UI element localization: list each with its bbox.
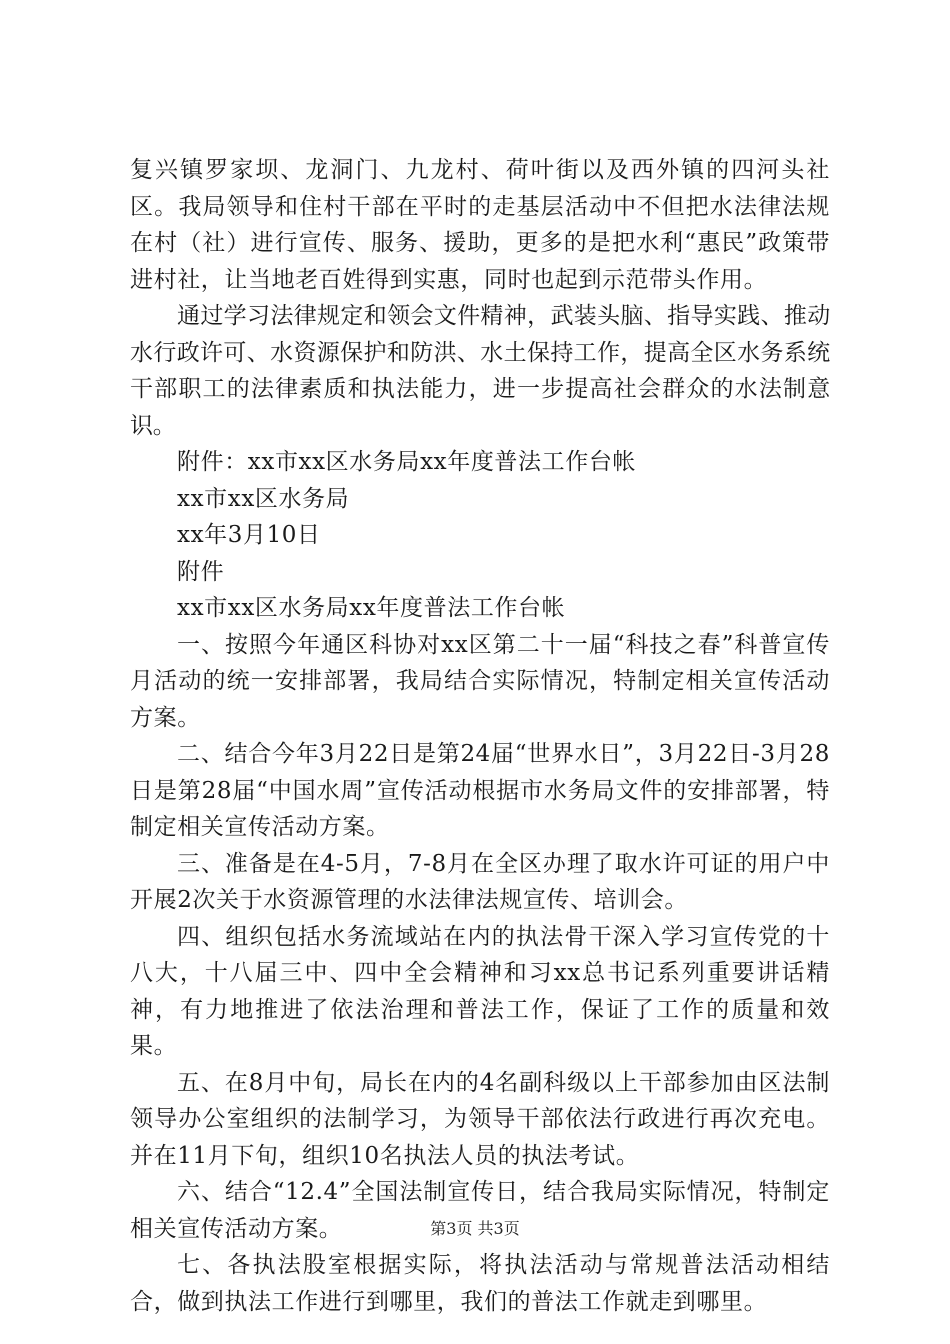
ledger-item-1: 一、按照今年通区科协对xx区第二十一届“科技之春”科普宣传月活动的统一安排部署，我局结合实际情况，特制定相关宣传活动方案。 [130,631,830,731]
attachment-heading: 附件 [177,558,225,585]
ledger-item-3: 三、准备是在4-5月，7-8月在全区办理了取水许可证的用户中开展2次关于水资源管理的水法律法规宣传、培训会。 [130,850,830,913]
paragraph-1: 复兴镇罗家坝、龙洞门、九龙村、荷叶街以及西外镇的四河头社区。我局领导和住村干部在平时的走基层活动中不但把水法律法规在村（社）进行宣传、服务、援助，更多的是把水利“惠民”政策带进村社，让当地老百姓得到实惠，同时也起到示范带头作用。 [130,157,830,293]
signature-date: xx年3月10日 [177,522,321,548]
attachment-line: 附件：xx市xx区水务局xx年度普法工作台帐 [177,449,637,475]
ledger-item-7: 七、各执法股室根据实际，将执法活动与常规普法活动相结合，做到执法工作进行到哪里，我们的普法工作就走到哪里。 [130,1252,830,1315]
paragraph-2: 通过学习法律规定和领会文件精神，武装头脑、指导实践、推动水行政许可、水资源保护和防洪、水土保持工作，提高全区水务系统干部职工的法律素质和执法能力，进一步提高社会群众的水法制意识。 [130,303,830,439]
ledger-item-2: 二、结合今年3月22日是第24届“世界水日”，3月22日-3月28日是第28届“中国水周”宣传活动根据市水务局文件的安排部署，特制定相关宣传活动方案。 [130,741,830,840]
ledger-item-5: 五、在8月中旬，局长在内的4名副科级以上干部参加由区法制领导办公室组织的法制学习，为领导干部依法行政进行再次充电。并在11月下旬，组织10名执法人员的执法考试。 [130,1069,830,1169]
document-body [130,152,830,1320]
signature-org: xx市xx区水务局 [177,485,350,512]
ledger-item-6: 六、结合“12.4”全国法制宣传日，结合我局实际情况，特制定相关宣传活动方案。 [130,1179,830,1242]
ledger-item-4: 四、组织包括水务流域站在内的执法骨干深入学习宣传党的十八大，十八届三中、四中全会精神和习xx总书记系列重要讲话精神，有力地推进了依法治理和普法工作，保证了工作的质量和效果。 [130,923,830,1059]
page-number: 第3页 共3页 [430,1219,520,1238]
attachment-title: xx市xx区水务局xx年度普法工作台帐 [177,595,566,621]
